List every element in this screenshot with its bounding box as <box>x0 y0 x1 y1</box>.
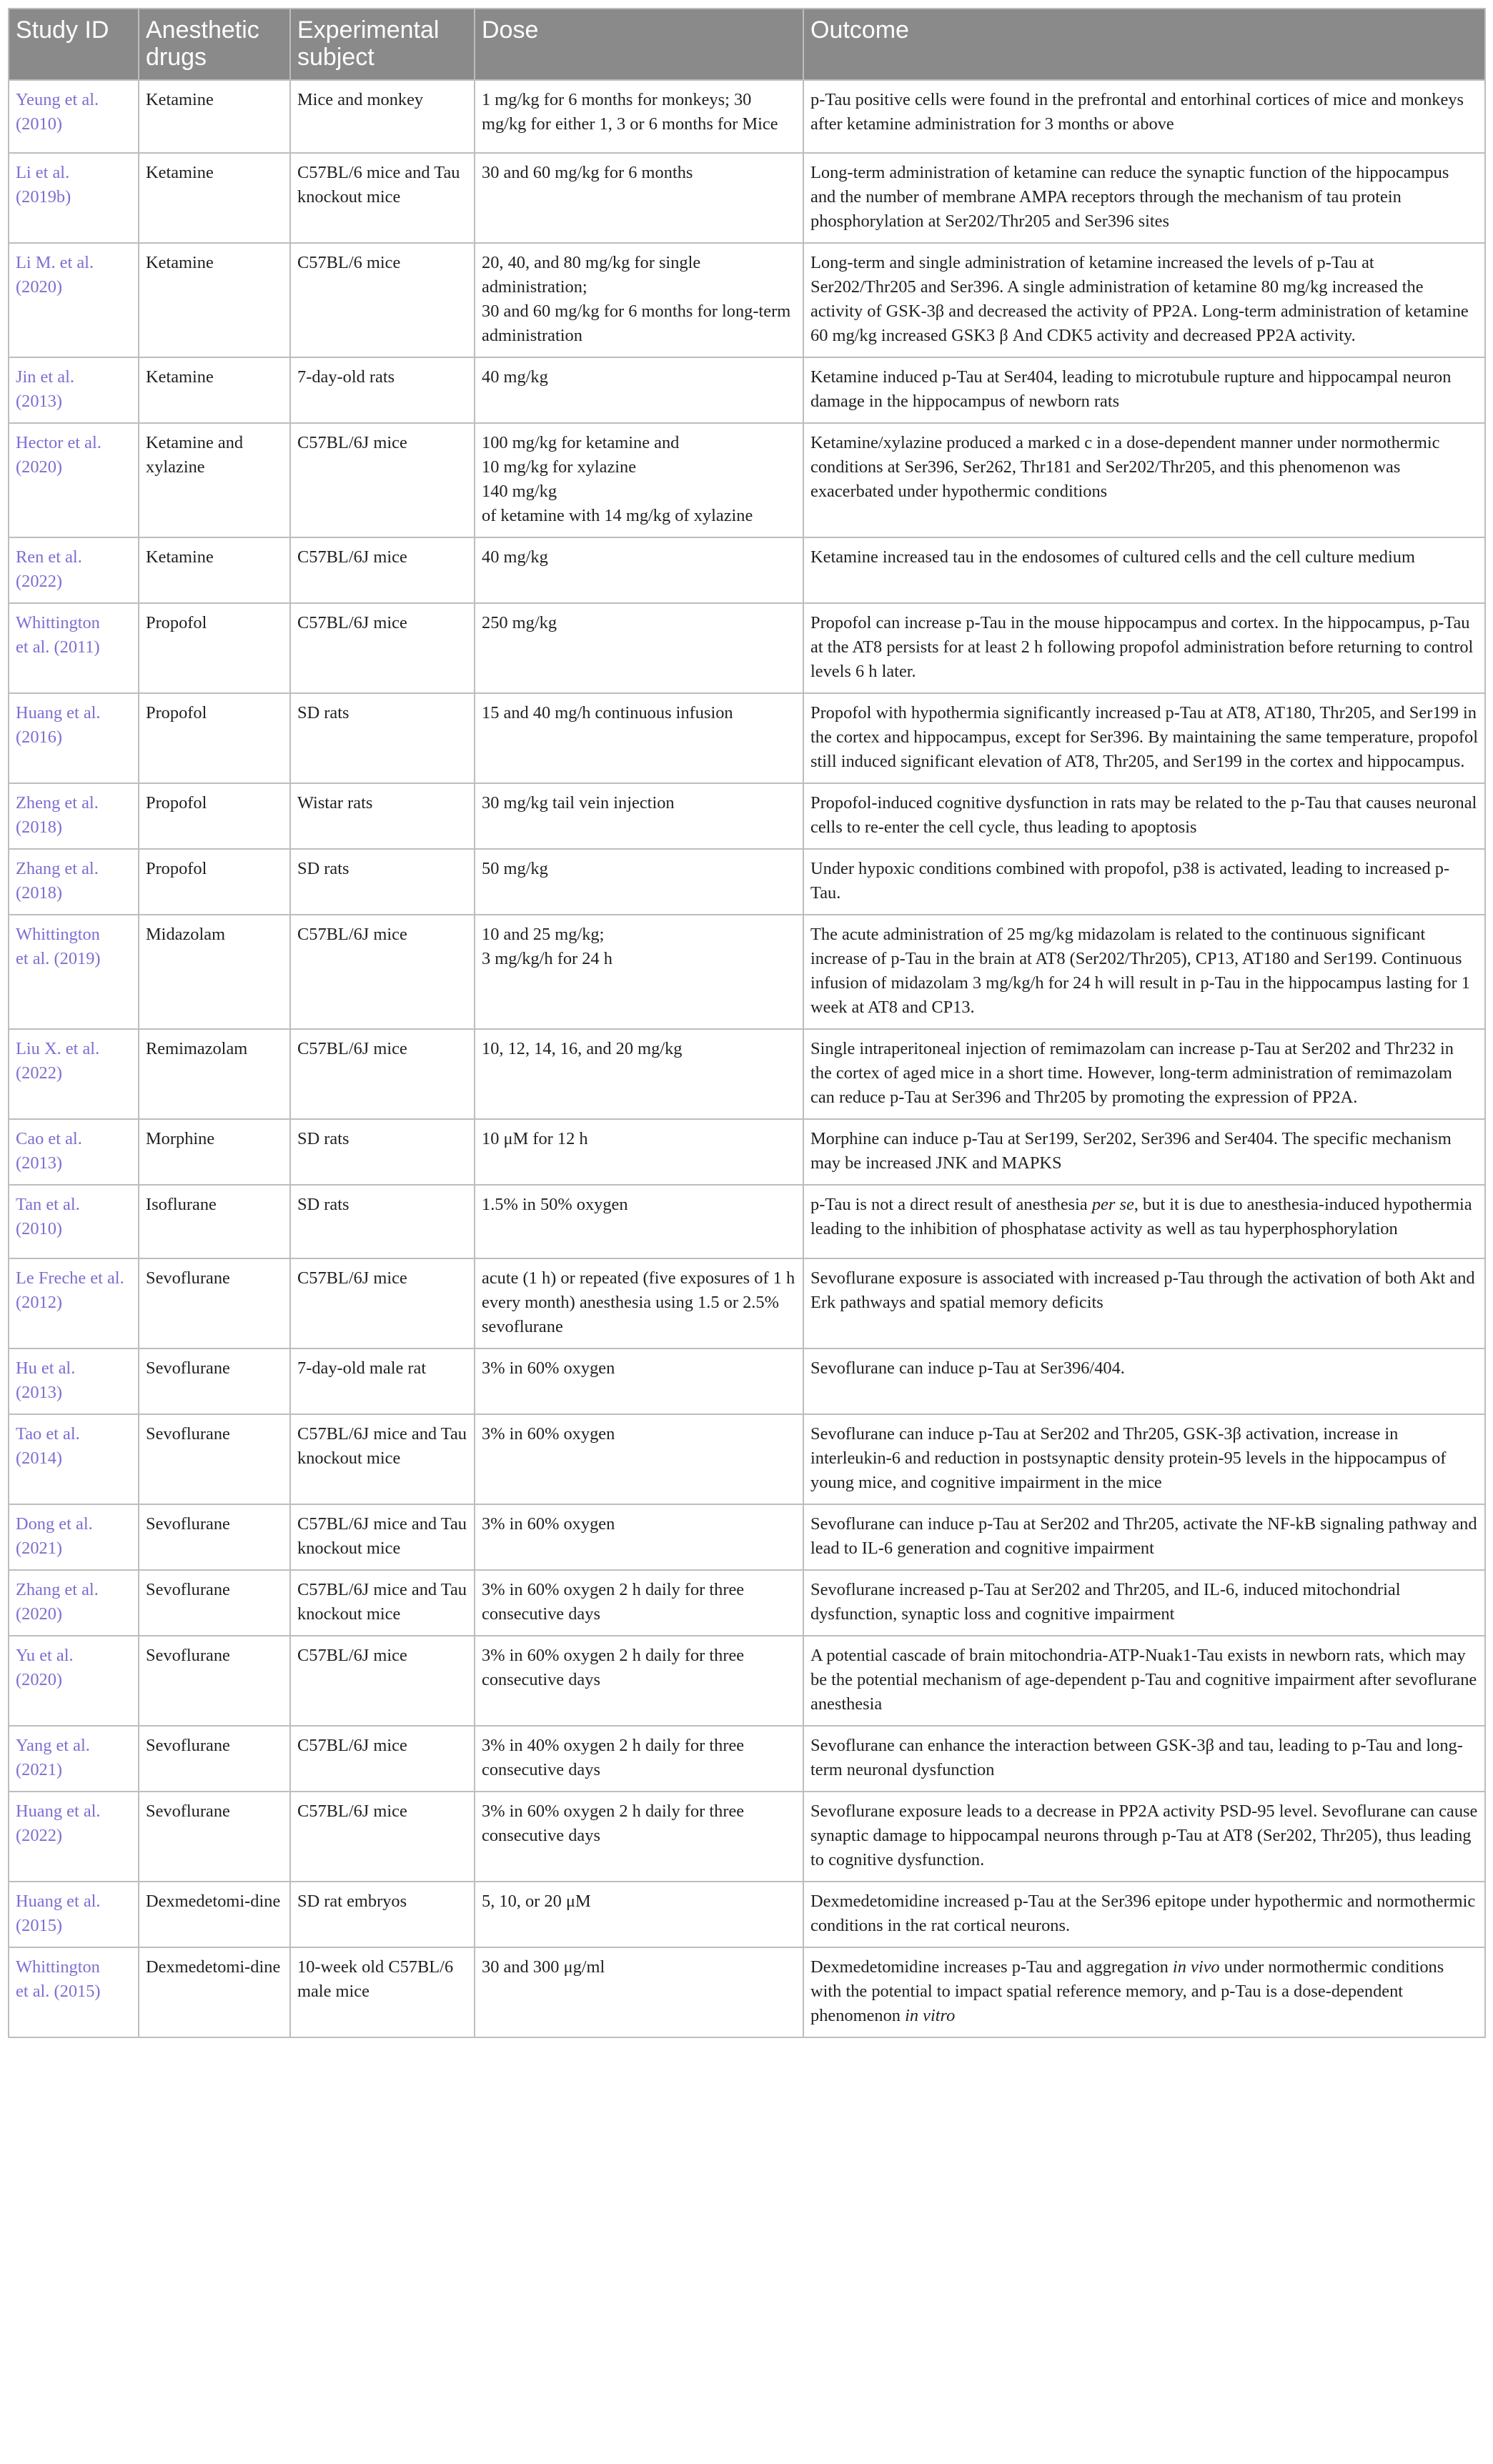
study-id-line1[interactable]: Yang et al. <box>16 1736 90 1755</box>
experimental-subject-cell: C57BL/6 mice <box>290 243 475 357</box>
study-id-line2[interactable]: et al. (2011) <box>16 637 100 657</box>
outcome-cell: Propofol can increase p-Tau in the mouse hippocampus and cortex. In the hippocampus, p-Tau at the AT8 persists for at least 2 h following propofol administration before returning to control levels 6 h later. <box>803 603 1485 693</box>
dose-cell: 3% in 60% oxygen <box>475 1414 803 1504</box>
study-id-line1[interactable]: Cao et al. <box>16 1129 82 1148</box>
dose-cell: 10 and 25 mg/kg; 3 mg/kg/h for 24 h <box>475 915 803 1029</box>
outcome-cell: Long-term and single administration of ketamine increased the levels of p-Tau at Ser202/Thr205 and Ser396. A single administration of ketamine 80 mg/kg increased the activity of GSK-3β and decreased the activity of PP2A. Long-term administration of ketamine 60 mg/kg increased GSK3 β And CDK5 activity and decreased PP2A activity. <box>803 243 1485 357</box>
anesthetic-drug-cell: Sevoflurane <box>139 1258 290 1348</box>
study-id-line2[interactable]: (2013) <box>16 392 63 411</box>
table-row <box>9 1570 1485 1636</box>
anesthetic-drug-cell: Remimazolam <box>139 1029 290 1119</box>
study-id-cell[interactable] <box>9 153 139 243</box>
experimental-subject-cell: 7-day-old male rat <box>290 1348 475 1414</box>
study-id-line1[interactable]: Zheng et al. <box>16 793 99 813</box>
table-row <box>9 423 1485 537</box>
table-row <box>9 1882 1485 1947</box>
dose-cell: 50 mg/kg <box>475 849 803 915</box>
outcome-cell: Sevoflurane can induce p-Tau at Ser202 and Thr205, GSK-3β activation, increase in interleukin-6 and reduction in postsynaptic density protein-95 levels in the hippocampus of young mice, and cognitive impairment in the mice <box>803 1414 1485 1504</box>
study-id-line2[interactable]: (2018) <box>16 883 63 903</box>
dose-cell: 3% in 60% oxygen <box>475 1348 803 1414</box>
table-row <box>9 1029 1485 1119</box>
study-id-cell[interactable] <box>9 693 139 783</box>
anesthetic-drug-cell: Sevoflurane <box>139 1504 290 1570</box>
anesthetic-drug-cell: Sevoflurane <box>139 1414 290 1504</box>
study-id-line2[interactable]: (2020) <box>16 457 63 477</box>
study-id-cell[interactable] <box>9 1570 139 1636</box>
anesthetic-drug-cell: Dexmedetomi-dine <box>139 1947 290 2037</box>
dose-cell: 10 μM for 12 h <box>475 1119 803 1185</box>
outcome-cell: Ketamine induced p-Tau at Ser404, leading to microtubule rupture and hippocampal neuron damage in the hippocampus of newborn rats <box>803 357 1485 423</box>
study-id-cell[interactable] <box>9 1636 139 1726</box>
study-id-line2[interactable]: (2020) <box>16 277 63 297</box>
study-id-line2[interactable]: (2016) <box>16 727 63 747</box>
dose-cell: 3% in 60% oxygen 2 h daily for three consecutive days <box>475 1792 803 1882</box>
study-id-line2[interactable]: (2022) <box>16 1063 63 1083</box>
dose-cell: 30 and 300 μg/ml <box>475 1947 803 2037</box>
table-row <box>9 915 1485 1029</box>
experimental-subject-cell: C57BL/6J mice <box>290 537 475 603</box>
study-id-line1[interactable]: Huang et al. <box>16 1892 101 1911</box>
study-id-line2[interactable]: (2019b) <box>16 187 71 207</box>
anesthetic-drug-cell: Propofol <box>139 849 290 915</box>
outcome-text-em2: in vitro <box>905 2006 956 2025</box>
outcome-cell: A potential cascade of brain mitochondria-ATP-Nuak1-Tau exists in newborn rats, which may be the potential mechanism of age-dependent p-Tau and cognitive impairment after sevoflurane anesthesia <box>803 1636 1485 1726</box>
outcome-cell <box>803 1947 1485 2037</box>
experimental-subject-cell: C57BL/6J mice <box>290 1258 475 1348</box>
outcome-cell: Single intraperitoneal injection of remimazolam can increase p-Tau at Ser202 and Thr232 in the cortex of aged mice in a short time. However, long-term administration of remimazolam can reduce p-Tau at Ser396 and Thr205 by promoting the expression of PP2A. <box>803 1029 1485 1119</box>
table-row <box>9 1185 1485 1258</box>
anesthetic-drug-cell: Ketamine <box>139 153 290 243</box>
study-id-cell[interactable] <box>9 1882 139 1947</box>
table-row <box>9 1119 1485 1185</box>
outcome-cell: Sevoflurane can enhance the interaction between GSK-3β and tau, leading to p-Tau and long-term neuronal dysfunction <box>803 1726 1485 1792</box>
outcome-cell: Sevoflurane increased p-Tau at Ser202 and Thr205, and IL-6, induced mitochondrial dysfunction, synaptic loss and cognitive impairment <box>803 1570 1485 1636</box>
dose-cell: 10, 12, 14, 16, and 20 mg/kg <box>475 1029 803 1119</box>
anesthetic-drug-cell: Sevoflurane <box>139 1792 290 1882</box>
table-row <box>9 1726 1485 1792</box>
header-dose: Dose <box>475 9 803 80</box>
study-id-line2[interactable]: (2022) <box>16 1826 63 1845</box>
study-id-line1[interactable]: Liu X. et al. <box>16 1039 100 1058</box>
dose-cell: 1 mg/kg for 6 months for monkeys; 30 mg/kg for either 1, 3 or 6 months for Mice <box>475 80 803 153</box>
dose-cell: 5, 10, or 20 μM <box>475 1882 803 1947</box>
outcome-cell: The acute administration of 25 mg/kg midazolam is related to the continuous significant increase of p-Tau in the brain at AT8 (Ser202/Thr205), CP13, AT180 and Ser199. Continuous infusion of midazolam 3 mg/kg/h for 24 h will result in p-Tau in the hippocampus lasting for 1 week at AT8 and CP13. <box>803 915 1485 1029</box>
study-id-line2[interactable]: (2020) <box>16 1604 63 1624</box>
experimental-subject-cell: SD rats <box>290 849 475 915</box>
study-id-line1[interactable]: Huang et al. <box>16 1802 101 1821</box>
table-row <box>9 603 1485 693</box>
outcome-text-mid: under normothermic conditions with the potential to impact spatial reference memory, and p-Tau is a dose-dependent phenomenon <box>810 1957 1444 2025</box>
anesthetic-drug-cell: Propofol <box>139 603 290 693</box>
study-id-cell[interactable] <box>9 783 139 849</box>
anesthetic-drug-cell: Propofol <box>139 783 290 849</box>
anesthetic-drug-cell: Morphine <box>139 1119 290 1185</box>
study-id-cell[interactable] <box>9 243 139 357</box>
table-row <box>9 80 1485 153</box>
table-row <box>9 1504 1485 1570</box>
experimental-subject-cell: SD rats <box>290 1119 475 1185</box>
header-outcome: Outcome <box>803 9 1485 80</box>
study-id-line1[interactable]: Hector et al. <box>16 433 101 452</box>
study-id-line2[interactable]: (2014) <box>16 1449 63 1468</box>
dose-cell: 15 and 40 mg/h continuous infusion <box>475 693 803 783</box>
anesthetic-drug-cell: Sevoflurane <box>139 1348 290 1414</box>
study-id-line2[interactable]: (2013) <box>16 1153 63 1173</box>
experimental-subject-cell: C57BL/6J mice <box>290 1636 475 1726</box>
study-id-line2[interactable]: (2012) <box>16 1293 63 1312</box>
table-header-row <box>9 9 1485 80</box>
header-anesthetic-drugs: Anesthetic drugs <box>139 9 290 80</box>
experimental-subject-cell: C57BL/6J mice and Tau knockout mice <box>290 1570 475 1636</box>
dose-cell: 100 mg/kg for ketamine and 10 mg/kg for xylazine 140 mg/kg of ketamine with 14 mg/kg of xylazine <box>475 423 803 537</box>
study-id-cell[interactable] <box>9 1414 139 1504</box>
study-id-line1[interactable]: Le Freche et al. <box>16 1268 124 1288</box>
dose-cell: 3% in 60% oxygen 2 h daily for three consecutive days <box>475 1570 803 1636</box>
table-row <box>9 849 1485 915</box>
outcome-cell: Under hypoxic conditions combined with propofol, p38 is activated, leading to increased p-Tau. <box>803 849 1485 915</box>
dose-cell: 30 mg/kg tail vein injection <box>475 783 803 849</box>
study-id-line1[interactable]: Whittington <box>16 613 100 632</box>
study-id-line2[interactable]: (2021) <box>16 1539 63 1558</box>
study-id-line1[interactable]: Yu et al. <box>16 1646 74 1665</box>
table-row <box>9 1947 1485 2037</box>
experimental-subject-cell: C57BL/6J mice <box>290 1792 475 1882</box>
dose-cell: 40 mg/kg <box>475 537 803 603</box>
experimental-subject-cell: Mice and monkey <box>290 80 475 153</box>
table-row <box>9 1636 1485 1726</box>
header-study-id: Study ID <box>9 9 139 80</box>
outcome-text-post: , but it is due to anesthesia-induced hypothermia leading to the inhibition of phosphatase activity as well as tau hyperphosphorylation <box>810 1195 1472 1238</box>
study-id-cell[interactable] <box>9 1029 139 1119</box>
outcome-text-em: in vivo <box>1172 1957 1220 1977</box>
experimental-subject-cell: C57BL/6J mice <box>290 423 475 537</box>
dose-cell: 3% in 60% oxygen <box>475 1504 803 1570</box>
outcome-cell: Ketamine/xylazine produced a marked c in a dose-dependent manner under normothermic conditions at Ser396, Ser262, Thr181 and Ser202/Thr205, and this phenomenon was exacerbated under hypothermic conditions <box>803 423 1485 537</box>
document-table-page <box>8 8 1484 2038</box>
study-id-line2[interactable]: (2010) <box>16 1219 63 1238</box>
study-id-line1[interactable]: Tao et al. <box>16 1424 80 1444</box>
outcome-cell: Sevoflurane exposure is associated with increased p-Tau through the activation of both Akt and Erk pathways and spatial memory deficits <box>803 1258 1485 1348</box>
study-id-line2[interactable]: et al. (2015) <box>16 1982 101 2001</box>
dose-cell: 3% in 60% oxygen 2 h daily for three consecutive days <box>475 1636 803 1726</box>
outcome-cell: Sevoflurane exposure leads to a decrease in PP2A activity PSD-95 level. Sevoflurane can cause synaptic damage to hippocampal neurons through p-Tau at AT8 (Ser202, Thr205), thus leading to cognitive dysfunction. <box>803 1792 1485 1882</box>
study-id-line2[interactable]: (2015) <box>16 1916 63 1935</box>
study-id-line1[interactable]: Dong et al. <box>16 1514 93 1534</box>
study-id-line2[interactable]: (2022) <box>16 572 63 591</box>
table-row <box>9 1414 1485 1504</box>
anesthetic-drug-cell: Midazolam <box>139 915 290 1029</box>
outcome-cell: Dexmedetomidine increased p-Tau at the Ser396 epitope under hypothermic and normothermic conditions in the rat cortical neurons. <box>803 1882 1485 1947</box>
study-id-line1[interactable]: Whittington <box>16 1957 100 1977</box>
study-id-cell[interactable] <box>9 915 139 1029</box>
study-id-line1[interactable]: Zhang et al. <box>16 859 99 878</box>
experimental-subject-cell: 7-day-old rats <box>290 357 475 423</box>
experimental-subject-cell: 10-week old C57BL/6 male mice <box>290 1947 475 2037</box>
anesthetic-drug-cell: Ketamine <box>139 243 290 357</box>
study-id-line1[interactable]: Ren et al. <box>16 547 82 567</box>
experimental-subject-cell: C57BL/6J mice and Tau knockout mice <box>290 1504 475 1570</box>
dose-cell: 40 mg/kg <box>475 357 803 423</box>
table-row <box>9 537 1485 603</box>
study-id-line1[interactable]: Whittington <box>16 925 100 944</box>
study-id-cell[interactable] <box>9 1348 139 1414</box>
table-row <box>9 243 1485 357</box>
study-id-line1[interactable]: Li et al. <box>16 163 70 182</box>
outcome-cell: Long-term administration of ketamine can reduce the synaptic function of the hippocampus and the number of membrane AMPA receptors through the mechanism of tau protein phosphorylation at Ser202/Thr205 and Ser396 sites <box>803 153 1485 243</box>
study-id-cell[interactable] <box>9 1185 139 1258</box>
anesthetic-drug-cell: Sevoflurane <box>139 1726 290 1792</box>
dose-cell: acute (1 h) or repeated (five exposures of 1 h every month) anesthesia using 1.5 or 2.5% sevoflurane <box>475 1258 803 1348</box>
outcome-cell: Propofol-induced cognitive dysfunction in rats may be related to the p-Tau that causes neuronal cells to re-enter the cell cycle, thus leading to apoptosis <box>803 783 1485 849</box>
study-id-cell[interactable] <box>9 1258 139 1348</box>
anesthetic-drug-cell: Propofol <box>139 693 290 783</box>
experimental-subject-cell: C57BL/6J mice <box>290 1726 475 1792</box>
study-id-line1[interactable]: Huang et al. <box>16 703 101 722</box>
dose-cell: 20, 40, and 80 mg/kg for single administration; 30 and 60 mg/kg for 6 months for long-term administration <box>475 243 803 357</box>
outcome-text-pre: Dexmedetomidine increases p-Tau and aggregation <box>810 1957 1173 1977</box>
anesthetic-drug-cell: Isoflurane <box>139 1185 290 1258</box>
study-id-cell[interactable] <box>9 1792 139 1882</box>
table-row <box>9 693 1485 783</box>
dose-cell: 30 and 60 mg/kg for 6 months <box>475 153 803 243</box>
anesthetic-drug-cell: Sevoflurane <box>139 1570 290 1636</box>
outcome-cell: Ketamine increased tau in the endosomes of cultured cells and the cell culture medium <box>803 537 1485 603</box>
dose-cell: 1.5% in 50% oxygen <box>475 1185 803 1258</box>
table-row <box>9 1348 1485 1414</box>
study-id-line2[interactable]: (2010) <box>16 114 63 134</box>
study-id-cell[interactable] <box>9 1726 139 1792</box>
study-id-cell[interactable] <box>9 423 139 537</box>
header-experimental-subject: Experimental subject <box>290 9 475 80</box>
experimental-subject-cell: C57BL/6J mice <box>290 915 475 1029</box>
table-row <box>9 1792 1485 1882</box>
dose-cell: 250 mg/kg <box>475 603 803 693</box>
study-id-cell[interactable] <box>9 603 139 693</box>
study-id-line2[interactable]: (2013) <box>16 1383 63 1402</box>
study-id-cell[interactable] <box>9 537 139 603</box>
study-id-cell[interactable] <box>9 80 139 153</box>
table-row <box>9 783 1485 849</box>
study-id-line1[interactable]: Li M. et al. <box>16 253 94 272</box>
study-id-line2[interactable]: et al. (2019) <box>16 949 101 968</box>
study-id-line1[interactable]: Hu et al. <box>16 1358 76 1378</box>
experimental-subject-cell: C57BL/6J mice <box>290 1029 475 1119</box>
study-id-line1[interactable]: Yeung et al. <box>16 90 99 109</box>
study-id-line1[interactable]: Jin et al. <box>16 367 74 387</box>
anesthetic-drug-cell: Ketamine <box>139 357 290 423</box>
study-id-cell[interactable] <box>9 357 139 423</box>
anesthetic-drug-cell: Ketamine <box>139 80 290 153</box>
anesthetic-drug-cell: Ketamine <box>139 537 290 603</box>
study-id-line1[interactable]: Zhang et al. <box>16 1580 99 1599</box>
outcome-cell: Morphine can induce p-Tau at Ser199, Ser202, Ser396 and Ser404. The specific mechanism may be increased JNK and MAPKS <box>803 1119 1485 1185</box>
study-id-cell[interactable] <box>9 1119 139 1185</box>
study-id-line2[interactable]: (2021) <box>16 1760 63 1779</box>
experimental-subject-cell: C57BL/6J mice and Tau knockout mice <box>290 1414 475 1504</box>
anesthetic-drug-cell: Sevoflurane <box>139 1636 290 1726</box>
outcome-cell <box>803 1185 1485 1258</box>
experimental-subject-cell: SD rats <box>290 1185 475 1258</box>
outcome-text-pre: p-Tau is not a direct result of anesthesia <box>810 1195 1092 1214</box>
table-row <box>9 153 1485 243</box>
study-table <box>8 8 1486 2038</box>
study-id-line2[interactable]: (2018) <box>16 818 63 837</box>
study-id-line1[interactable]: Tan et al. <box>16 1195 80 1214</box>
experimental-subject-cell: C57BL/6 mice and Tau knockout mice <box>290 153 475 243</box>
table-row <box>9 357 1485 423</box>
experimental-subject-cell: SD rat embryos <box>290 1882 475 1947</box>
outcome-cell: Sevoflurane can induce p-Tau at Ser396/404. <box>803 1348 1485 1414</box>
outcome-cell: Sevoflurane can induce p-Tau at Ser202 and Thr205, activate the NF-kB signaling pathway and lead to IL-6 generation and cognitive impairment <box>803 1504 1485 1570</box>
experimental-subject-cell: C57BL/6J mice <box>290 603 475 693</box>
anesthetic-drug-cell: Dexmedetomi-dine <box>139 1882 290 1947</box>
experimental-subject-cell: SD rats <box>290 693 475 783</box>
table-row <box>9 1258 1485 1348</box>
outcome-cell: Propofol with hypothermia significantly increased p-Tau at AT8, AT180, Thr205, and Ser199 in the cortex and hippocampus, except for Ser396. By maintaining the same temperature, propofol still induced significant elevation of AT8, Thr205, and Ser199 in the cortex and hippocampus. <box>803 693 1485 783</box>
study-id-cell[interactable] <box>9 1504 139 1570</box>
study-id-cell[interactable] <box>9 1947 139 2037</box>
anesthetic-drug-cell: Ketamine and xylazine <box>139 423 290 537</box>
study-id-cell[interactable] <box>9 849 139 915</box>
dose-cell: 3% in 40% oxygen 2 h daily for three consecutive days <box>475 1726 803 1792</box>
experimental-subject-cell: Wistar rats <box>290 783 475 849</box>
outcome-text-em: per se <box>1091 1195 1134 1214</box>
study-id-line2[interactable]: (2020) <box>16 1670 63 1689</box>
outcome-cell: p-Tau positive cells were found in the prefrontal and entorhinal cortices of mice and monkeys after ketamine administration for 3 months or above <box>803 80 1485 153</box>
